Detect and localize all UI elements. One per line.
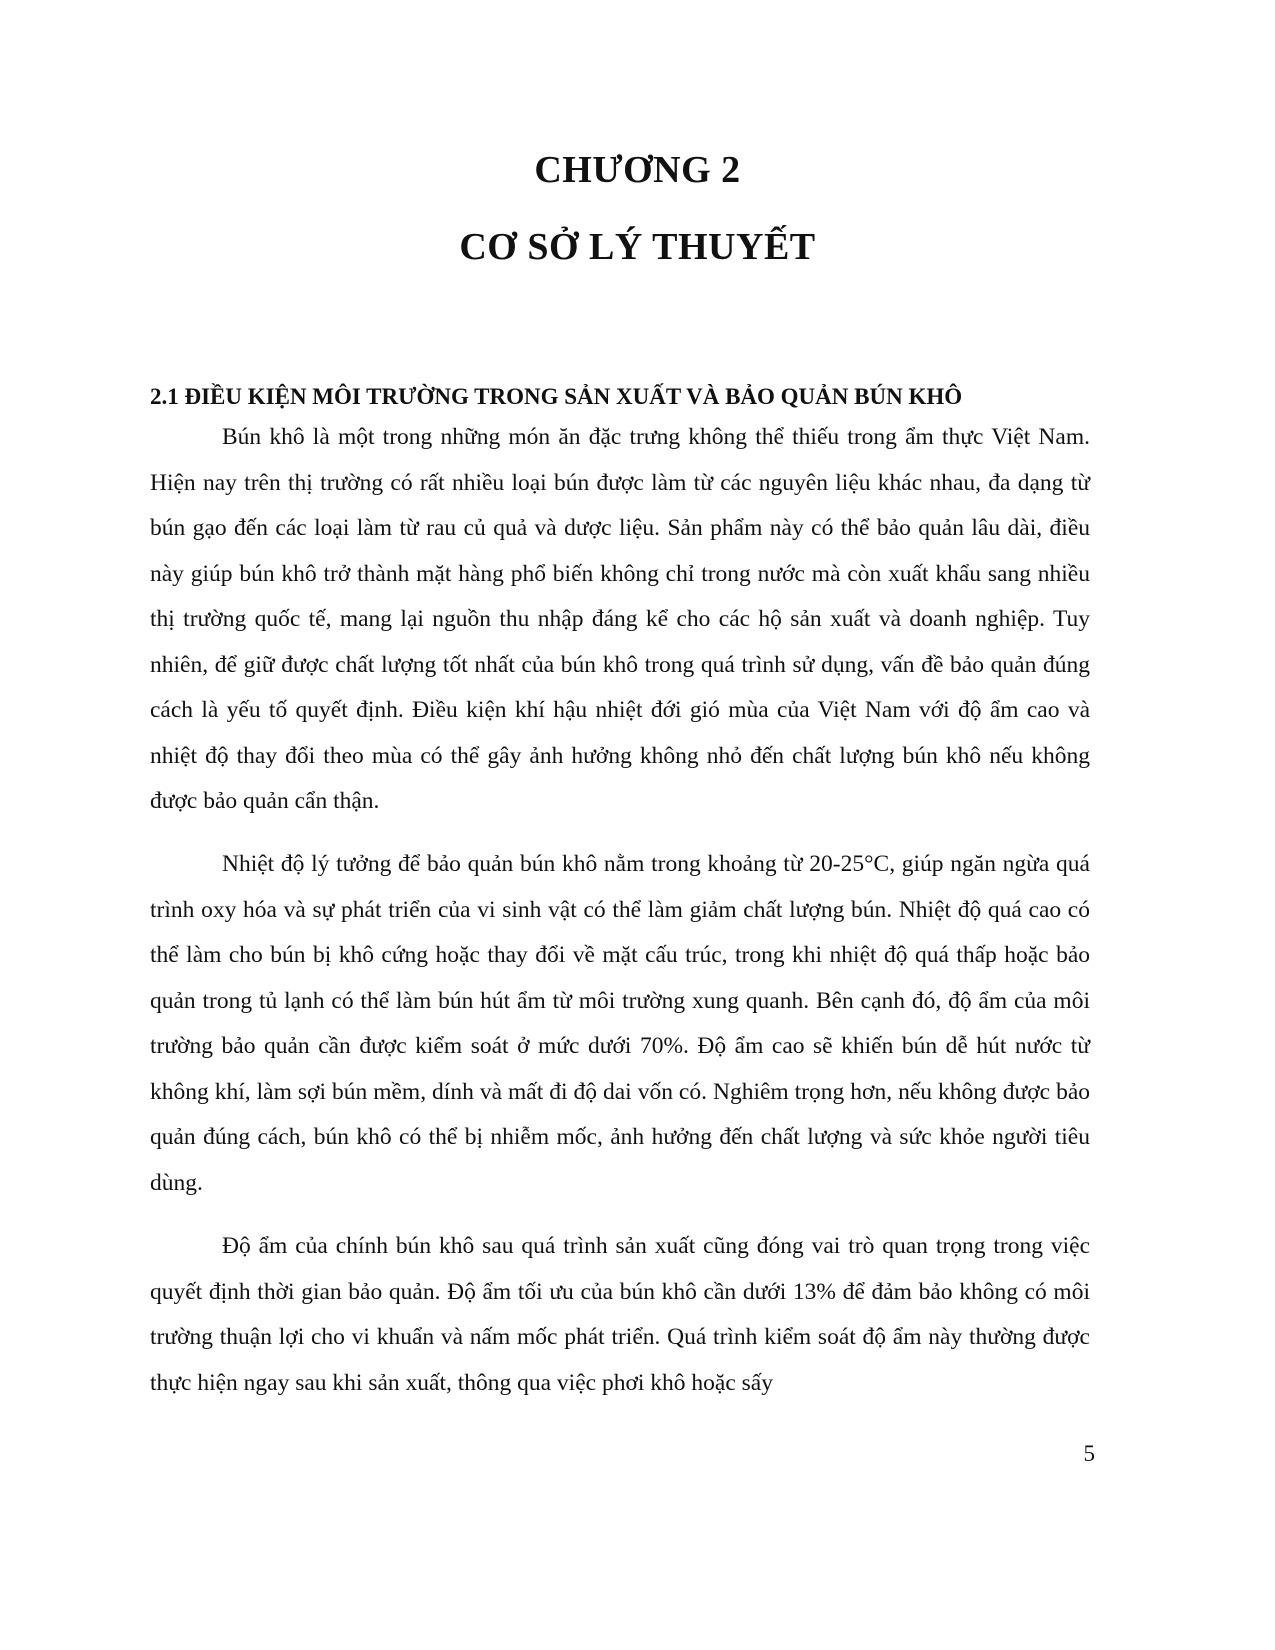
body-paragraph: Bún khô là một trong những món ăn đặc trưng không thể thiếu trong ẩm thực Việt Nam. Hiện nay trên thị trường có rất nhiều loại bún được làm từ các nguyên liệu khác nhau, đa dạng từ bún gạo đến các loại làm từ rau củ quả và dược liệu. Sản phẩm này có thể bảo quản lâu dài, điều này giúp bún khô trở thành mặt hàng phổ biến không chỉ trong nước mà còn xuất khẩu sang nhiều thị trường quốc tế, mang lại nguồn thu nhập đáng kể cho các hộ sản xuất và doanh nghiệp. Tuy nhiên, để giữ được chất lượng tốt nhất của bún khô trong quá trình sử dụng, vấn đề bảo quản đúng cách là yếu tố quyết định. Điều kiện khí hậu nhiệt đới gió mùa của Việt Nam với độ ẩm cao và nhiệt độ thay đổi theo mùa có thể gây ảnh hưởng không nhỏ đến chất lượng bún khô nếu không được bảo quản cẩn thận. [150,424,1090,814]
chapter-title: CƠ SỞ LÝ THUYẾT [459,226,816,268]
body-paragraph: Nhiệt độ lý tưởng để bảo quản bún khô nằm trong khoảng từ 20-25°C, giúp ngăn ngừa quá trình oxy hóa và sự phát triển của vi sinh vật có thể làm giảm chất lượng bún. Nhiệt độ quá cao có thể làm cho bún bị khô cứng hoặc thay đổi về mặt cấu trúc, trong khi nhiệt độ quá thấp hoặc bảo quản trong tủ lạnh có thể làm bún hút ẩm từ môi trường xung quanh. Bên cạnh đó, độ ẩm của môi trường bảo quản cần được kiểm soát ở mức dưới 70%. Độ ẩm cao sẽ khiến bún dễ hút nước từ không khí, làm sợi bún mềm, dính và mất đi độ dai vốn có. Nghiêm trọng hơn, nếu không được bảo quản đúng cách, bún khô có thể bị nhiễm mốc, ảnh hưởng đến chất lượng và sức khỏe người tiêu dùng. [150,851,1090,1196]
page-number: 5 [1083,1441,1095,1466]
section-heading: 2.1 ĐIỀU KIỆN MÔI TRƯỜNG TRONG SẢN XUẤT VÀ BẢO QUẢN BÚN KHÔ [150,384,963,409]
body-paragraph: Độ ẩm của chính bún khô sau quá trình sản xuất cũng đóng vai trò quan trọng trong việc quyết định thời gian bảo quản. Độ ẩm tối ưu của bún khô cần dưới 13% để đảm bảo không có môi trường thuận lợi cho vi khuẩn và nấm mốc phát triển. Quá trình kiểm soát độ ẩm này thường được thực hiện ngay sau khi sản xuất, thông qua việc phơi khô hoặc sấy [150,1233,1090,1396]
chapter-number: CHƯƠNG 2 [534,149,741,191]
